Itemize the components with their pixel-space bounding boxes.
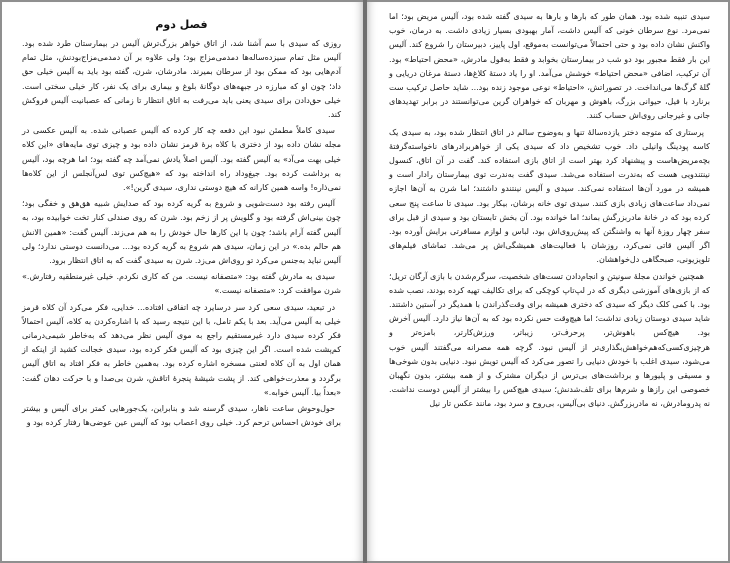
paragraph: حول‌وحوش ساعت ناهار، سیدی گرسنه شد و بنابراین، یک‌جورهایی کمتر برای آلیس و بیشتر برای خودش احساس ترحم کرد. خیلی روی اعصاب بود که آلیس عین عوضی‌ها رفتار کرده بود و <box>22 404 341 428</box>
paragraph: آلیس رفته بود دست‌شویی و شروع به گریه کرده بود که صدایش شبیه هق‌هق و خفگی بود؛ چون بینی‌اش گرفته بود و گلویش پر از زخم بود. شرن که روی صندلی کنار تخت خوابیده بود، به آلیس گفته آرام باشد؛ چون با این کارها حال خودش را به هم می‌زند. آلیس گفت: «همین الانش هم حالم بده.» در این زمان، سیدی هم شروع به گریه کرده بود... می‌دانست دوستی ندارد؛ ولی آلیس نباید به‌جنس می‌کرد تو روی‌اش می‌زد. شرن به سیدی گفت که به اتاق انتظار برود. <box>22 199 341 266</box>
chapter-title: فصل دوم <box>155 18 208 31</box>
paragraph: همچنین خواندن مجلهٔ سونیتن و انجام‌دادن تست‌های شخصیت، سرگرم‌شدن با بازی آرگان تریل؛ که از بازی‌های آموزشی دیگری که در لپ‌تاپ کوچکی که برای تکالیف تهیه کرده بودند، نصب شده بود. با کمی کلک دیگر که سیدی که دختری همیشه برای وقت‌گذراندن با همدیگر در آستین داشتند. شاید سیدی دوستان زیادی نداشت؛ اما هیچ‌وقت حس نکرده بود که به آن‌ها نیاز دارد. آلیس آخرش بود. هیچ‌کس باهوش‌تر، پرحرف‌تر، زیباتر، ورزش‌کارتر، بامزه‌تر و هرچیزی‌کسی‌که‌هم‌خواهش‌بگذاری‌تر از آلیس نبود. گرچه همه مصرانه می‌گفتند آلیس خوب می‌شود، سیدی اغلب با خودش دنیایی را تصور می‌کرد که آلیس تویش نبود. دنیایی بدون شوخی‌ها و مسیقی و پلیورها و برداشت‌های بی‌ترس از دیگران مشترک و از همه بیشتر، بدون نگهبان خصوصی این رازها و شرم‌ها برای تلف‌شدنش؛ سیدی هیچ‌کس را بیشتر از آلیس دوست نداشت. نه پدرومادرش، نه مادربزرگش. دنیای بی‌آلیس، بی‌روح و سرد بود، مانند عکس تار نیل <box>389 271 710 409</box>
paragraph: سیدی کاملاً مطمئن نبود این دفعه چه کار کرده که آلیس عصبانی شده. به آلیس عکسی در مجله نشان داده بود از دختری با کلاه برهٔ قرمز نشان داده بود و چیزی توی مایه‌های «این کلاه خیلی بهت می‌آد» به آلیس گفته بود. آلیس اصلاً یادش نمی‌آمد چه گفته بود؛ اما هرچه بود، آلیس به برداشت کرده بود. جیغ‌وداد راه انداخته بود که «هیچ‌کس توی لس‌آنجلس از این کلاه‌ها نمی‌ذاره! واسه همین کارانه که هیچ دوستی نداری، سیدی گرین!». <box>22 126 341 193</box>
paragraph: سیدی تنبیه شده بود. همان طور که بارها و بارها به سیدی گفته شده بود، آلیس مریض بود؛ اما نمی‌مرد. نوع سرطان خونی که آلیس داشت، آمار بهبودی بسیار زیادی داشت. به درمان، خوب واکنش نشان داده بود و حتی احتمالاً می‌توانست به‌موقع، اول پاییز، دبیرستان را شروع کند. آلیس این بار فقط مجبور بود دو شب در بیمارستان بخوابد و فقط به‌قول مادرش، «محض احتیاط» بود. آن ترکیب، اضافی «محض احتیاط» خوشش می‌آمد. او را یاد دستهٔ کلاغ‌ها، دستهٔ مرغان دریایی و گلهٔ گرگ‌ها می‌انداخت. در تصوراتش، «احتیاط» نوعی موجود زنده بود... شاید حاصل ترکیب ست برنارد با فیل، حیوانی بزرگ، باهوش و مهربان که خواهران گرین می‌توانستند در برابر تهدیدهای جانی و غیرجانی روی‌اش حساب کنند. <box>389 12 710 121</box>
paragraph: سیدی به مادرش گفته بود: «متصفانه نیست. من که کاری نکردم. خیلی غیرمنطقیه رفتارش.» شرن موافقت کرد: «متصفانه نیست.» <box>22 272 341 296</box>
paragraph: پرستاری که متوجه دختر یازده‌سالهٔ تنها و به‌وضوح سالم در اتاق انتظار شده بود، به سیدی یک کاسه پودینگ وانیلی داد. خوب تشخیص داد که سیدی یکی از خواهربرادرهای ناخواسته‌گرفتهٔ بچه‌مریض‌هاست و پیشنهاد کرد بهتر است از اتاق بازی استفاده کند. گفت در آن اتاق، کنسول نینتندویی هست که به‌ندرت استفاده می‌شد. سیدی گفت به‌ندرت توی بیمارستان رادار است و همیشه در مورد آن‌ها استفاده نمی‌کند. سیدی و آلیس نینتندو داشتند؛ اما شرن به آن‌ها اجازه نمی‌داد ساعت‌های زیادی بازی کنند. سیدی توی خانه برشان، بیکار بود. سیدی تا ساعت پنج سعی کرده بود که در خانهٔ مادربزرگش بماند؛ اما خوانده بود. آن بخش تابستان بود و سیدی از قبل برای سفر چهار روزهٔ آنها به واشنگتن که پیش‌روی‌اش بود، لباس و لوازم مسافرتی برایش آورده بود. اگر آلیس قاتی نمی‌کرد، روزشان با فعالیت‌های همیشگی‌اش پر می‌شد. تماشای فیلم‌های تلویزیونی، صبحگاهی دل‌خواهشان. <box>389 127 710 265</box>
paragraph: در تبعید، سیدی سعی کرد سر درسایرد چه اتفاقی افتاده... خدایی، فکر می‌کرد آن کلاه قرمز خیلی به آلیس می‌آید. بعد با یکم تامل، با این نتیجه رسید که با اشاره‌کردن به کلاه، آلیس احتمالاً فکر کرده سیدی دارد غیرمستقیم راجع به موی آلیس نظر می‌دهد که به‌خاطر شیمی‌درمانی کم‌پشت شده است. اگر این چیزی بود که آلیس فکر کرده بود، سیدی خجالت کشید از اینکه از همان اول به آن کلاه لعنتی مسخره اشاره کرده بود. به‌همین خاطر به فکر افتاد به اتاق آلیس برگردد و معذرت‌خواهی کند. از پشت شیشهٔ پنجرهٔ اتاقش، شرن بی‌صدا و با حرکت دهان گفت: «بعداً بیا. آلیس خوابه.» <box>22 302 341 397</box>
left-page <box>2 2 363 561</box>
paragraph: روزی که سیدی با سم آشنا شد، از اتاق خواهر بزرگ‌ترش آلیس در بیمارستان طرد شده بود. آلیس مثل تمام سیزده‌ساله‌ها دمدمی‌مزاج بود؛ ولی علاوه بر آن دمدمی‌مزاج‌بودنش، مثل تمام آدم‌هایی بود که ممکن بود از سرطان بمیرند. مادرشان، شرن، گفته بود باید به آلیس خیلی حق داد؛ چون او که مبارزه در جبهه‌های دوگانهٔ بلوغ و بیماری برای یک نفر، کار خیلی سختی است. خیلی حق‌دادن برای سیدی یعنی باید می‌رفت به اتاق انتظار تا زمانی که عصبانیت آلیس فروکش کند. <box>22 39 341 120</box>
right-page <box>367 2 728 561</box>
